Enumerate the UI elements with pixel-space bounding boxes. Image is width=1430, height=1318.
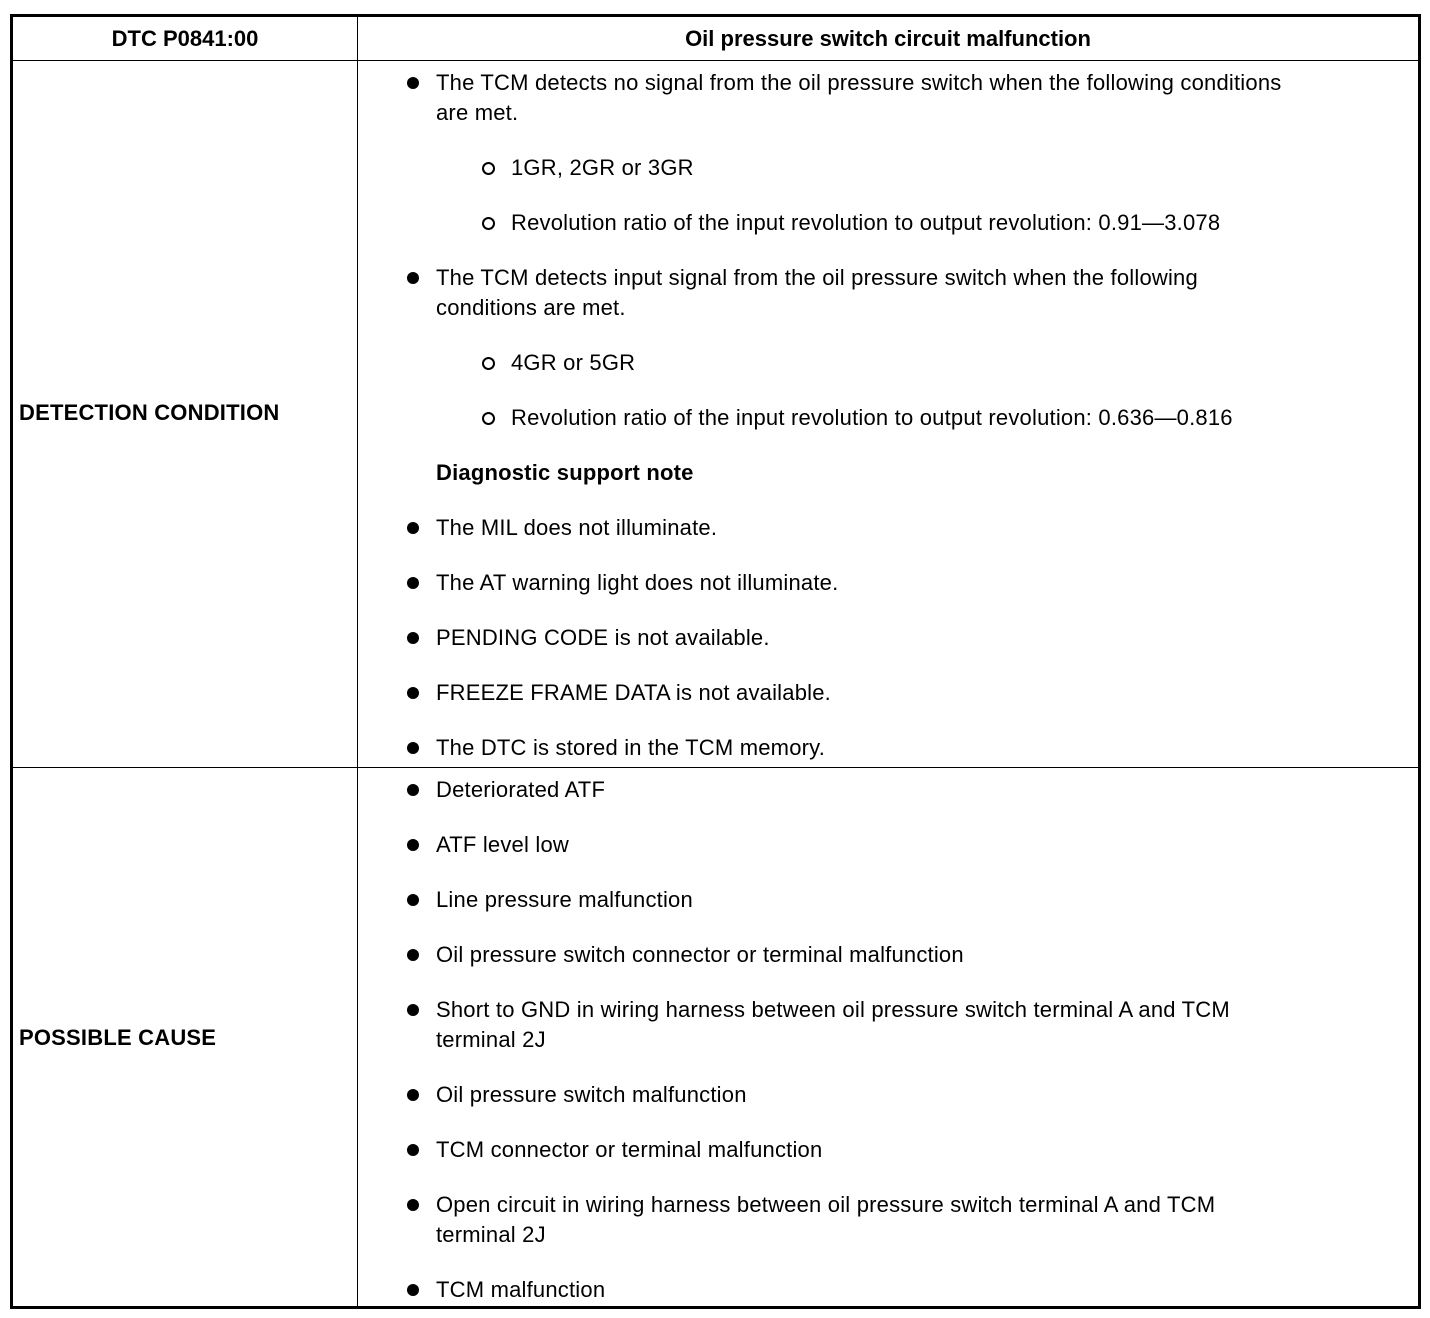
bullet-icon [407,1199,419,1211]
bullet-icon [407,522,419,534]
cause-item: Open circuit in wiring harness between oil pressure switch terminal A and TCM [436,1192,1216,1217]
note-item: The MIL does not illuminate. [436,515,718,540]
cause-item: ATF level low [436,832,569,857]
bullet-icon [407,1284,419,1296]
circle-bullet-icon [482,162,495,175]
circle-bullet-icon [482,357,495,370]
cause-item: TCM malfunction [436,1277,606,1302]
cause-item: Deteriorated ATF [436,777,606,802]
condition-2-sub-2: Revolution ratio of the input revolution to output revolution: 0.636—0.816 [511,405,1233,430]
bullet-icon [407,894,419,906]
bullet-icon [407,839,419,851]
bullet-icon [407,949,419,961]
bullet-icon [407,1144,419,1156]
bullet-icon [407,577,419,589]
bullet-icon [407,1004,419,1016]
condition-2-line-2: conditions are met. [436,295,626,320]
condition-2-line-1: The TCM detects input signal from the oil pressure switch when the following [436,265,1198,290]
condition-1-sub-1: 1GR, 2GR or 3GR [511,155,694,180]
condition-2-sub-1: 4GR or 5GR [511,350,636,375]
cause-item: TCM connector or terminal malfunction [436,1137,823,1162]
bullet-icon [407,742,419,754]
detection-condition-label: DETECTION CONDITION [19,400,280,425]
note-item: FREEZE FRAME DATA is not available. [436,680,831,705]
possible-cause-label: POSSIBLE CAUSE [19,1025,217,1050]
bullet-icon [407,687,419,699]
circle-bullet-icon [482,412,495,425]
condition-1-line-2: are met. [436,100,519,125]
cause-item-continuation: terminal 2J [436,1027,546,1052]
note-item: The AT warning light does not illuminate. [436,570,839,595]
bullet-icon [407,632,419,644]
condition-1-line-1: The TCM detects no signal from the oil pressure switch when the following conditions [436,70,1282,95]
dtc-title-header: Oil pressure switch circuit malfunction [685,26,1091,51]
diagnostic-note-heading: Diagnostic support note [436,460,694,485]
condition-1-sub-2: Revolution ratio of the input revolution to output revolution: 0.91—3.078 [511,210,1221,235]
cause-item: Oil pressure switch connector or terminal malfunction [436,942,964,967]
column-divider [357,17,358,1306]
bullet-icon [407,784,419,796]
bullet-icon [407,272,419,284]
cause-item-continuation: terminal 2J [436,1222,546,1247]
dtc-code-header: DTC P0841:00 [111,26,259,51]
header-divider [13,60,1418,61]
cause-item: Line pressure malfunction [436,887,693,912]
cause-item: Oil pressure switch malfunction [436,1082,747,1107]
note-item: The DTC is stored in the TCM memory. [436,735,826,760]
circle-bullet-icon [482,217,495,230]
bullet-icon [407,1089,419,1101]
note-item: PENDING CODE is not available. [436,625,770,650]
cause-item: Short to GND in wiring harness between oil pressure switch terminal A and TCM [436,997,1230,1022]
dtc-table [10,14,1421,1309]
row-divider [13,767,1418,768]
bullet-icon [407,77,419,89]
